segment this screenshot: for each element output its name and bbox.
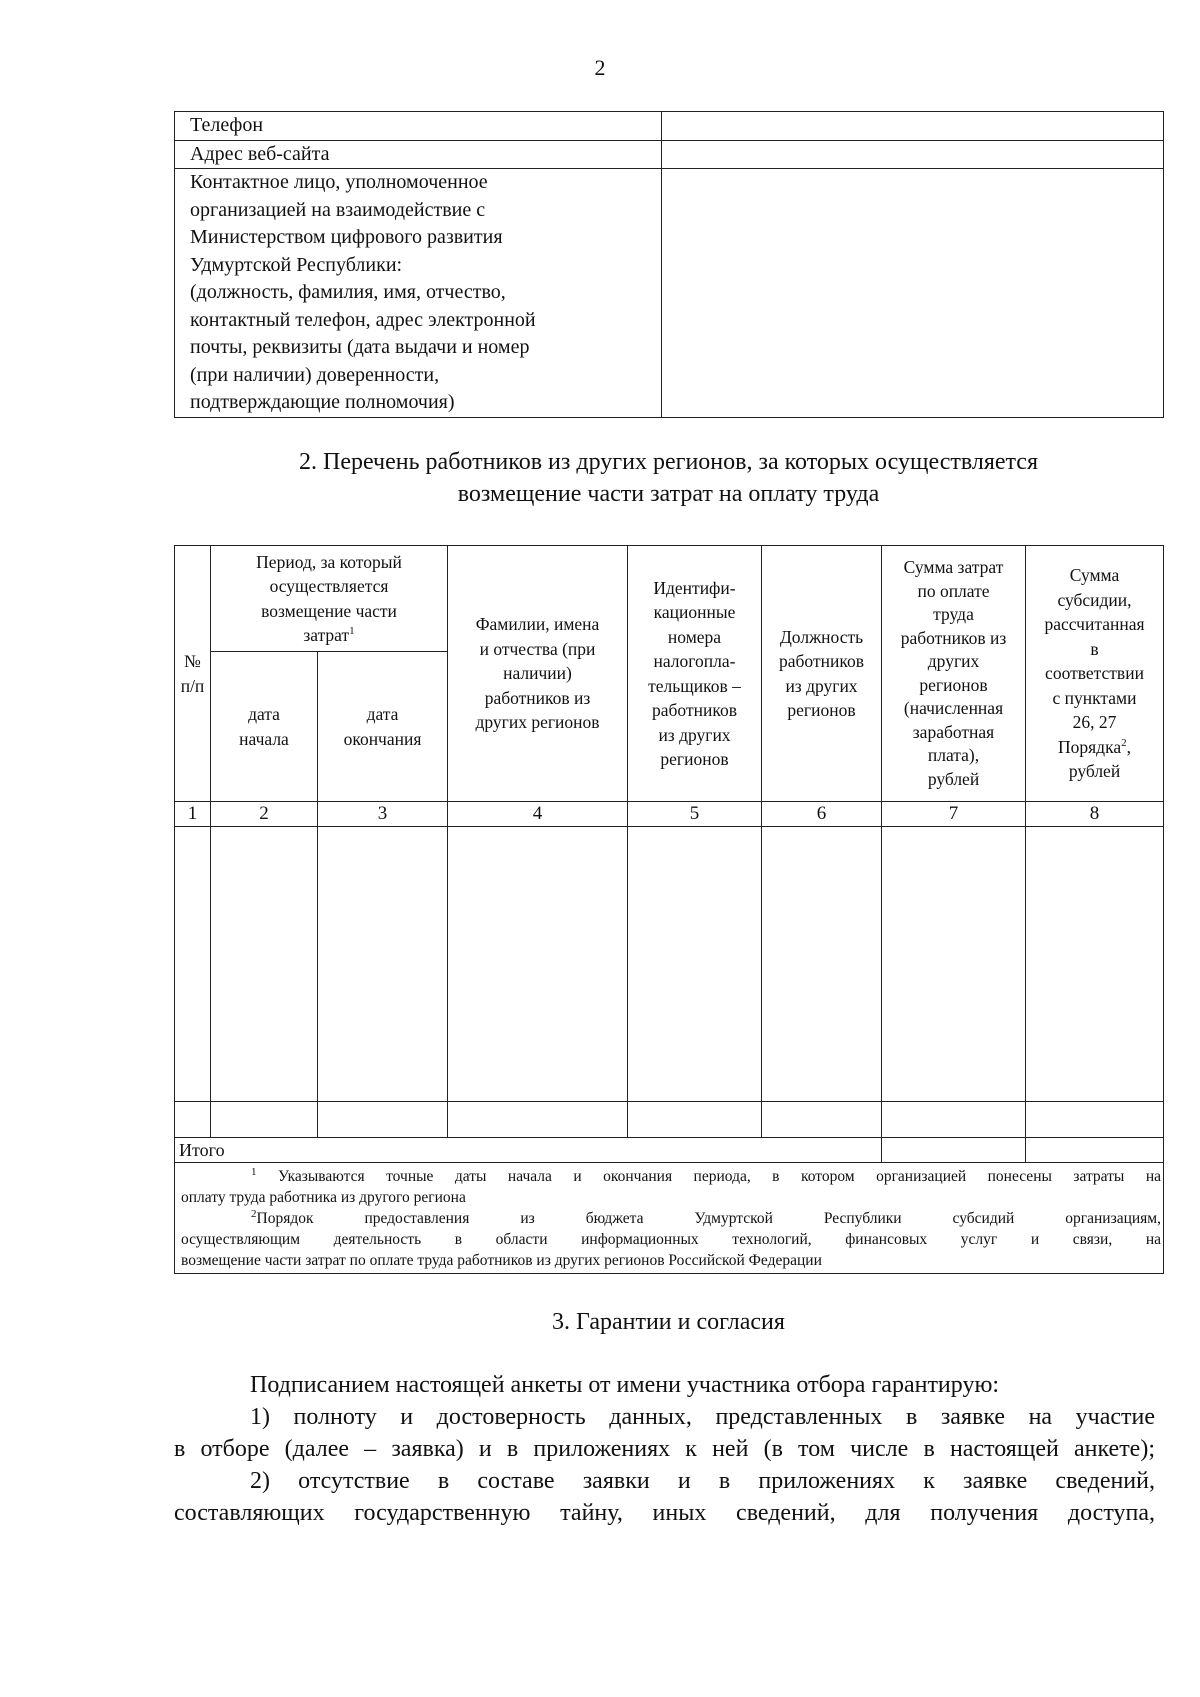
col-end-date-header: дата окончания	[318, 652, 448, 802]
col-subsidy-header: Сумма субсидии, рассчитанная в соответствии с пунктами 26, 27 Порядка$^2$, рублей	[1026, 546, 1164, 802]
table-cell[interactable]	[762, 827, 882, 1102]
table-row	[175, 827, 1164, 1102]
col-number-8: 8	[1026, 802, 1164, 827]
table-cell[interactable]	[211, 1102, 318, 1138]
total-label: Итого	[175, 1138, 882, 1163]
table-cell[interactable]	[211, 827, 318, 1102]
col-inn-header: Идентифи- кационные номера налогопла- тельщиков – работников из других регионов	[628, 546, 762, 802]
table-cell[interactable]	[882, 827, 1026, 1102]
table-cell[interactable]	[1026, 827, 1164, 1102]
table-cell[interactable]	[762, 1102, 882, 1138]
col-number-header: № п/п	[175, 546, 211, 802]
col-number-2: 2	[211, 802, 318, 827]
section-3-title: 3. Гарантии и согласия	[552, 1309, 785, 1335]
table-cell[interactable]	[628, 827, 762, 1102]
footnote-1: $^1$ Указываются точные даты начала и окончания периода, в котором организацией понесены затраты на	[251, 1165, 1161, 1185]
guarantees-text: Подписанием настоящей анкеты от имени участника отбора гарантирую: 1) полноту и достоверность данных, представленных в заявке на участие в отборе (далее – заявка) и в приложениях к ней (в том числе в настоящей анкете); 2) отсутствие в составе заявки и в приложениях к заявке сведений, составляющих государственную тайну, иных сведений, для получения доступа,	[174, 1372, 1155, 1526]
footnote-2: $^2$Порядок предоставления из бюджета Удмуртской Республики субсидий организациям,	[251, 1207, 1161, 1227]
table-row	[175, 169, 1164, 418]
col-number-6: 6	[762, 802, 882, 827]
table-cell[interactable]	[448, 827, 628, 1102]
section-2-title: 2. Перечень работников из других регионов, за которых осуществляется возмещение части затрат на оплату труда	[299, 449, 1038, 507]
contact-person-value[interactable]	[662, 169, 1164, 418]
website-label: Адрес веб-сайта	[175, 140, 662, 169]
footnotes-row	[175, 1163, 1164, 1274]
col-position-header: Должность работников из других регионов	[762, 546, 882, 802]
table-cell[interactable]	[448, 1102, 628, 1138]
workers-table	[174, 545, 1164, 1274]
footnotes: $^1$ Указываются точные даты начала и окончания периода, в котором организацией понесены затраты на оплату труда работника из другого региона $^2$Порядок предоставления из бюджета Удмуртской Республики субсидий организациям, осуществляющим деятельность в области информационных технологий, финансовых услуг и связи, на возмещение части затрат по оплате труда работников из других регионов Российской Федерации	[175, 1163, 1164, 1274]
table-cell[interactable]	[882, 1102, 1026, 1138]
table-cell[interactable]	[175, 1102, 211, 1138]
table-row	[175, 140, 1164, 169]
table-cell[interactable]	[175, 827, 211, 1102]
phone-label: Телефон	[175, 112, 662, 141]
contact-person-label: Контактное лицо, уполномоченное организацией на взаимодействие с Министерством цифрового развития Удмуртской Республики: (должность, фамилия, имя, отчество, контактный телефон, адрес электронной почты, реквизиты (дата выдачи и номер (при наличии) доверенности, подтверждающие полномочия)	[175, 169, 662, 418]
table-cell[interactable]	[318, 827, 448, 1102]
page-number: 2	[594, 55, 606, 80]
table-row	[175, 112, 1164, 141]
col-number-5: 5	[628, 802, 762, 827]
total-costs-cell[interactable]	[882, 1138, 1026, 1163]
col-period-header: Период, за который осуществляется возмещение части затрат$^1$	[211, 546, 448, 652]
col-number-3: 3	[318, 802, 448, 827]
col-costs-header: Сумма затрат по оплате труда работников из других регионов (начисленная заработная плата), рублей	[882, 546, 1026, 802]
col-start-date-header: дата начала	[211, 652, 318, 802]
website-value[interactable]	[662, 140, 1164, 169]
col-number-1: 1	[175, 802, 211, 827]
col-names-header: Фамилии, имена и отчества (при наличии) работников из других регионов	[448, 546, 628, 802]
phone-value[interactable]	[662, 112, 1164, 141]
col-number-7: 7	[882, 802, 1026, 827]
total-row	[175, 1138, 1164, 1163]
table-cell[interactable]	[1026, 1102, 1164, 1138]
table-cell[interactable]	[628, 1102, 762, 1138]
table-cell[interactable]	[318, 1102, 448, 1138]
total-subsidy-cell[interactable]	[1026, 1138, 1164, 1163]
table-row	[175, 1102, 1164, 1138]
contact-table	[174, 111, 1164, 418]
col-number-4: 4	[448, 802, 628, 827]
table-header-row	[175, 546, 1164, 652]
column-numbers-row	[175, 802, 1164, 827]
